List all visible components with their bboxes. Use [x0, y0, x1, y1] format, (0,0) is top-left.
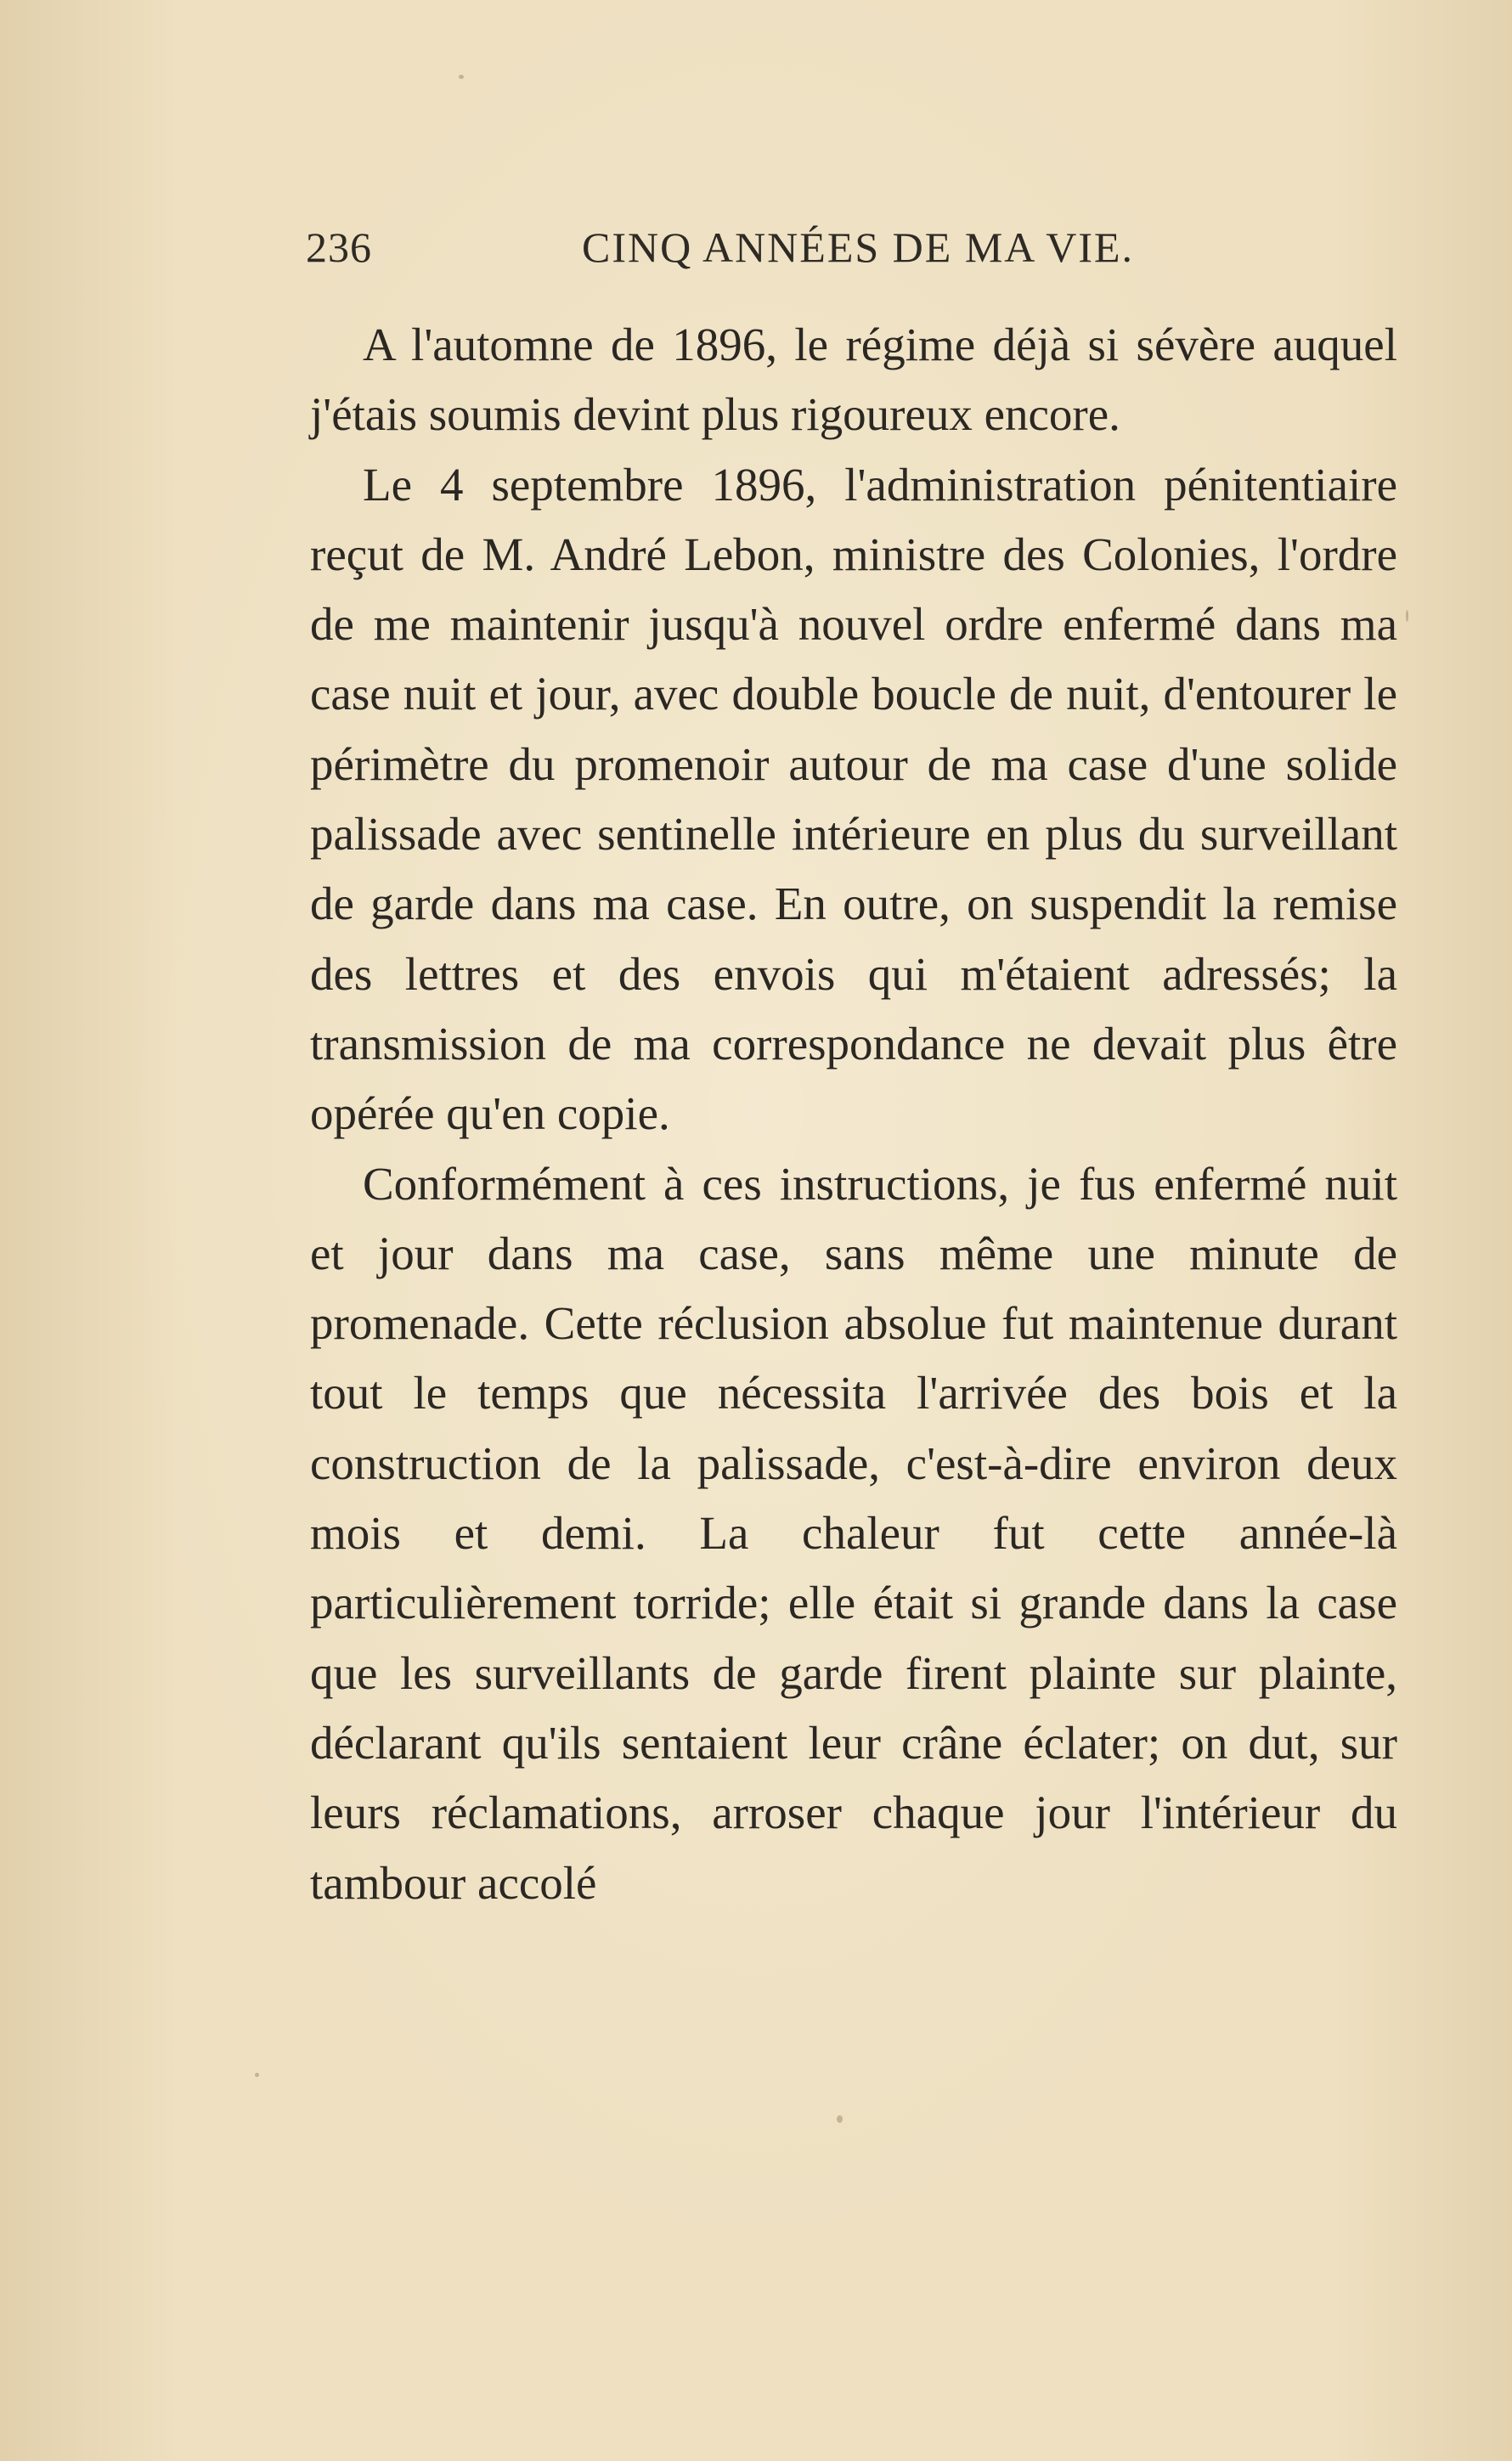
paper-speck: [459, 75, 464, 79]
paper-speck: [837, 2115, 843, 2123]
paragraph-2: Le 4 septembre 1896, l'administration pénitentiaire reçut de M. André Lebon, ministre des Colonies, l'ordre de me maintenir jusqu'à nouvel ordre enfermé dans ma case nuit et jour, avec double boucle de nuit, d'entourer le périmètre du promenoir autour de ma case d'une solide palissade avec sentinelle intérieure en plus du surveillant de garde dans ma case. En outre, on suspendit la remise des lettres et des envois qui m'étaient adressés; la transmission de ma correspondance ne devait plus être opérée qu'en copie.: [310, 458, 1397, 1140]
paragraph-1: A l'automne de 1896, le régime déjà si sévère auquel j'étais soumis devint plus rigoureux encore.: [310, 319, 1397, 441]
running-head: [306, 223, 1164, 282]
paper-speck: [1406, 610, 1408, 622]
body-text: [310, 310, 1397, 1918]
page-number: 236: [306, 223, 372, 271]
paragraph-3: Conformément à ces instructions, je fus enfermé nuit et jour dans ma case, sans même une minute de promenade. Cette réclusion absolue fut maintenue durant tout le temps que nécessita l'arrivée des bois et la construction de la palissade, c'est-à-dire environ deux mois et demi. La chaleur fut cette année-là particulièrement torride; elle était si grande dans la case que les surveillants de garde firent plainte sur plainte, déclarant qu'ils sentaient leur crâne éclater; on dut, sur leurs réclamations, arroser chaque jour l'intérieur du tambour accolé: [310, 1157, 1397, 1909]
paper-speck: [255, 2073, 259, 2077]
running-title: CINQ ANNÉES DE MA VIE.: [582, 223, 1135, 271]
